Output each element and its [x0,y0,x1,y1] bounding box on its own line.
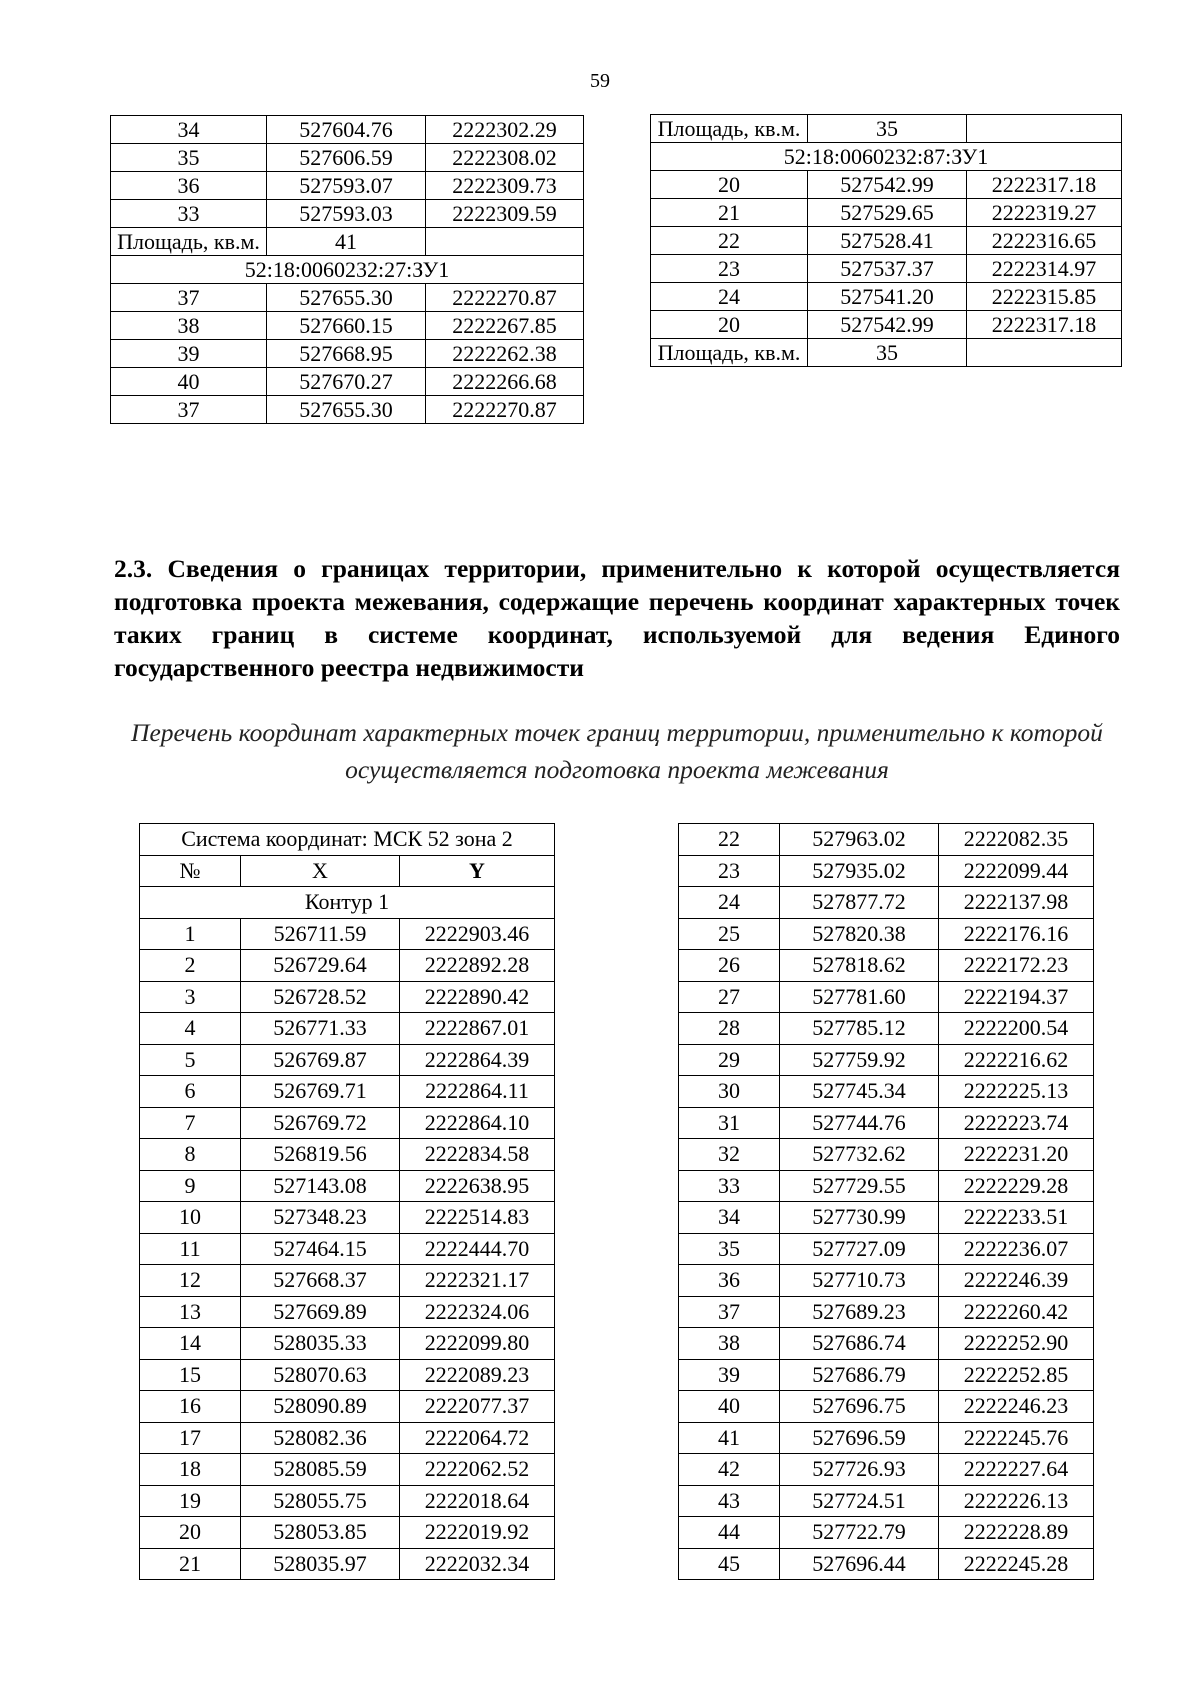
coord-y: 2222062.52 [400,1454,555,1486]
table-row [140,1044,555,1076]
coord-x: 527464.15 [241,1233,400,1265]
area-empty-cell [967,115,1122,143]
coord-y: 2222099.44 [939,855,1094,887]
point-number: 32 [679,1139,780,1171]
coord-y: 2222308.02 [426,144,584,172]
table-row [140,1170,555,1202]
area-value: 35 [808,339,967,367]
point-number: 23 [679,855,780,887]
point-number: 31 [679,1107,780,1139]
coord-y: 2222089.23 [400,1359,555,1391]
coord-y: 2222864.39 [400,1044,555,1076]
coord-x: 527745.34 [780,1076,939,1108]
column-header-y: Y [400,855,555,887]
coord-y: 2222176.16 [939,918,1094,950]
coord-y: 2222267.85 [426,312,584,340]
table-row [679,1517,1094,1549]
coord-y: 2222252.85 [939,1359,1094,1391]
coord-x: 527660.15 [267,312,426,340]
table-row [679,1548,1094,1580]
coord-y: 2222260.42 [939,1296,1094,1328]
coord-x: 527542.99 [808,311,967,339]
table-row [140,950,555,982]
point-number: 44 [679,1517,780,1549]
area-row [651,339,1122,367]
coord-y: 2222262.38 [426,340,584,368]
table-row [651,283,1122,311]
table-row [140,1359,555,1391]
point-number: 20 [651,171,808,199]
point-number: 20 [140,1517,241,1549]
coord-x: 527593.03 [267,200,426,228]
table-row [679,1422,1094,1454]
table-row [651,199,1122,227]
coord-y: 2222233.51 [939,1202,1094,1234]
point-number: 29 [679,1044,780,1076]
coord-y: 2222064.72 [400,1422,555,1454]
coord-y: 2222444.70 [400,1233,555,1265]
coord-x: 528090.89 [241,1391,400,1423]
coord-y: 2222226.13 [939,1485,1094,1517]
coord-y: 2222245.76 [939,1422,1094,1454]
point-number: 21 [651,199,808,227]
coord-y: 2222317.18 [967,311,1122,339]
point-number: 4 [140,1013,241,1045]
point-number: 9 [140,1170,241,1202]
coord-y: 2222315.85 [967,283,1122,311]
coord-y: 2222018.64 [400,1485,555,1517]
parcel-id: 52:18:0060232:27:ЗУ1 [111,256,584,284]
coord-x: 527820.38 [780,918,939,950]
coord-y: 2222270.87 [426,396,584,424]
table-row [111,312,584,340]
table-row [140,918,555,950]
table-row [679,1170,1094,1202]
table-row [651,171,1122,199]
point-number: 27 [679,981,780,1013]
top-left-rows-b [111,284,584,424]
coord-x: 527877.72 [780,887,939,919]
coord-x: 527348.23 [241,1202,400,1234]
point-number: 38 [111,312,267,340]
table-row [679,1296,1094,1328]
table-row [679,1265,1094,1297]
table-row [140,1296,555,1328]
coord-y: 2222077.37 [400,1391,555,1423]
coord-x: 527785.12 [780,1013,939,1045]
table-row [140,1013,555,1045]
coord-x: 527696.44 [780,1548,939,1580]
page-number: 59 [590,70,610,92]
coord-x: 527529.65 [808,199,967,227]
table-row [679,1454,1094,1486]
table-row [111,284,584,312]
coord-x: 527686.74 [780,1328,939,1360]
boundary-coordinates-table-left [139,823,555,1580]
table-row [140,1485,555,1517]
coord-y: 2222246.23 [939,1391,1094,1423]
coord-y: 2222216.62 [939,1044,1094,1076]
area-row [111,228,584,256]
area-empty-cell [426,228,584,256]
point-number: 38 [679,1328,780,1360]
table-row [111,396,584,424]
coord-x: 526771.33 [241,1013,400,1045]
coord-y: 2222302.29 [426,116,584,144]
table-row [140,1076,555,1108]
point-number: 16 [140,1391,241,1423]
top-left-rows-a [111,116,584,228]
table-row [651,227,1122,255]
column-header-number: № [140,855,241,887]
coord-x: 527710.73 [780,1265,939,1297]
coord-x: 527537.37 [808,255,967,283]
coord-x: 527696.59 [780,1422,939,1454]
coord-y: 2222223.74 [939,1107,1094,1139]
table-row [140,1233,555,1265]
point-number: 15 [140,1359,241,1391]
coord-x: 527696.75 [780,1391,939,1423]
table-row [140,1548,555,1580]
table-row [679,1013,1094,1045]
table-row [679,981,1094,1013]
coord-x: 527722.79 [780,1517,939,1549]
coord-y: 2222270.87 [426,284,584,312]
coord-x: 528055.75 [241,1485,400,1517]
table-row [679,824,1094,856]
table-row [140,1454,555,1486]
coord-x: 528070.63 [241,1359,400,1391]
point-number: 1 [140,918,241,950]
point-number: 25 [679,918,780,950]
point-number: 5 [140,1044,241,1076]
area-empty-cell [967,339,1122,367]
top-right-rows [651,171,1122,339]
point-number: 42 [679,1454,780,1486]
area-label: Площадь, кв.м. [651,339,808,367]
table-row [679,950,1094,982]
area-row [651,115,1122,143]
table-row [111,200,584,228]
point-number: 6 [140,1076,241,1108]
point-number: 37 [111,284,267,312]
parcel-row [651,143,1122,171]
parcel-row [111,256,584,284]
point-number: 35 [679,1233,780,1265]
point-number: 45 [679,1548,780,1580]
coord-x: 527606.59 [267,144,426,172]
table-row [111,340,584,368]
coord-x: 527689.23 [780,1296,939,1328]
table-row [111,144,584,172]
table-row [140,1202,555,1234]
parcel-id: 52:18:0060232:87:ЗУ1 [651,143,1122,171]
point-number: 21 [140,1548,241,1580]
coord-x: 526711.59 [241,918,400,950]
coord-y: 2222514.83 [400,1202,555,1234]
column-header-x: X [241,855,400,887]
table-row [679,1076,1094,1108]
point-number: 19 [140,1485,241,1517]
coord-y: 2222082.35 [939,824,1094,856]
coord-x: 527670.27 [267,368,426,396]
coord-x: 526769.71 [241,1076,400,1108]
area-value: 41 [267,228,426,256]
contour-row [140,887,555,919]
coord-y: 2222227.64 [939,1454,1094,1486]
table-row [140,1391,555,1423]
boundary-rows-right [679,824,1094,1580]
coord-y: 2222032.34 [400,1548,555,1580]
point-number: 37 [679,1296,780,1328]
point-number: 41 [679,1422,780,1454]
point-number: 20 [651,311,808,339]
coord-x: 527781.60 [780,981,939,1013]
coord-x: 527730.99 [780,1202,939,1234]
point-number: 36 [679,1265,780,1297]
point-number: 2 [140,950,241,982]
table-row [679,1233,1094,1265]
table-row [679,1328,1094,1360]
point-number: 22 [679,824,780,856]
boundary-coordinates-table-right [678,823,1094,1580]
point-number: 24 [651,283,808,311]
table-row [140,1265,555,1297]
point-number: 39 [679,1359,780,1391]
coord-y: 2222229.28 [939,1170,1094,1202]
point-number: 11 [140,1233,241,1265]
coord-y: 2222137.98 [939,887,1094,919]
point-number: 37 [111,396,267,424]
coord-y: 2222867.01 [400,1013,555,1045]
coord-x: 527724.51 [780,1485,939,1517]
area-value: 35 [808,115,967,143]
coord-x: 526769.72 [241,1107,400,1139]
coord-x: 527655.30 [267,284,426,312]
coord-y: 2222864.10 [400,1107,555,1139]
coord-x: 527935.02 [780,855,939,887]
header-row [140,855,555,887]
table-row [651,311,1122,339]
table-row [140,981,555,1013]
coord-y: 2222252.90 [939,1328,1094,1360]
point-number: 35 [111,144,267,172]
point-number: 39 [111,340,267,368]
table-row [140,1517,555,1549]
table-row [140,1107,555,1139]
coord-x: 527732.62 [780,1139,939,1171]
coord-y: 2222317.18 [967,171,1122,199]
coord-x: 527668.37 [241,1265,400,1297]
table-row [679,887,1094,919]
coord-x: 527744.76 [780,1107,939,1139]
point-number: 34 [111,116,267,144]
table-row [140,1139,555,1171]
coord-y: 2222266.68 [426,368,584,396]
coord-x: 527541.20 [808,283,967,311]
coord-y: 2222228.89 [939,1517,1094,1549]
table-row [679,1359,1094,1391]
table-row [679,1139,1094,1171]
coord-x: 527963.02 [780,824,939,856]
point-number: 14 [140,1328,241,1360]
point-number: 23 [651,255,808,283]
coord-y: 2222246.39 [939,1265,1094,1297]
point-number: 3 [140,981,241,1013]
point-number: 22 [651,227,808,255]
coord-y: 2222316.65 [967,227,1122,255]
coord-x: 527686.79 [780,1359,939,1391]
coord-x: 526819.56 [241,1139,400,1171]
coordinate-system-title: Система координат: МСК 52 зона 2 [140,824,555,856]
coord-x: 528053.85 [241,1517,400,1549]
coord-y: 2222245.28 [939,1548,1094,1580]
table-row [111,172,584,200]
table-row [651,255,1122,283]
coord-y: 2222200.54 [939,1013,1094,1045]
top-left-coordinates-table [110,115,584,424]
coord-y: 2222324.06 [400,1296,555,1328]
coord-x: 527143.08 [241,1170,400,1202]
area-label: Площадь, кв.м. [651,115,808,143]
point-number: 33 [679,1170,780,1202]
coord-x: 528085.59 [241,1454,400,1486]
coord-y: 2222319.27 [967,199,1122,227]
table-caption: Перечень координат характерных точек границ территории, применительно к которой осуществляется подготовка проекта межевания [131,718,1103,784]
point-number: 43 [679,1485,780,1517]
coord-y: 2222225.13 [939,1076,1094,1108]
point-number: 40 [111,368,267,396]
coord-y: 2222890.42 [400,981,555,1013]
coord-x: 527669.89 [241,1296,400,1328]
table-row [111,368,584,396]
boundary-rows-left [140,918,555,1580]
coord-y: 2222309.59 [426,200,584,228]
coord-x: 527528.41 [808,227,967,255]
coord-x: 527668.95 [267,340,426,368]
point-number: 12 [140,1265,241,1297]
coord-x: 527729.55 [780,1170,939,1202]
table-row [140,1328,555,1360]
table-row [140,1422,555,1454]
coord-x: 526728.52 [241,981,400,1013]
coord-y: 2222903.46 [400,918,555,950]
area-label: Площадь, кв.м. [111,228,267,256]
coord-y: 2222638.95 [400,1170,555,1202]
section-heading: 2.3. Сведения о границах территории, применительно к которой осуществляется подготовка проекта межевания, содержащие перечень координат характерных точек таких границ в системе координат, используемой для ведения Единого государственного реестра недвижимости [114,554,1120,682]
table-row [679,855,1094,887]
table-row [679,1202,1094,1234]
coord-x: 527726.93 [780,1454,939,1486]
coord-y: 2222314.97 [967,255,1122,283]
point-number: 7 [140,1107,241,1139]
table-row [679,1391,1094,1423]
coord-y: 2222309.73 [426,172,584,200]
coord-x: 528035.97 [241,1548,400,1580]
top-right-coordinates-table [650,114,1122,367]
coord-x: 526729.64 [241,950,400,982]
table-row [111,116,584,144]
coord-y: 2222194.37 [939,981,1094,1013]
point-number: 40 [679,1391,780,1423]
system-row [140,824,555,856]
table-row [679,918,1094,950]
point-number: 33 [111,200,267,228]
point-number: 34 [679,1202,780,1234]
coord-y: 2222321.17 [400,1265,555,1297]
coord-y: 2222231.20 [939,1139,1094,1171]
table-row [679,1107,1094,1139]
point-number: 10 [140,1202,241,1234]
point-number: 17 [140,1422,241,1454]
coord-x: 527593.07 [267,172,426,200]
point-number: 24 [679,887,780,919]
point-number: 30 [679,1076,780,1108]
point-number: 18 [140,1454,241,1486]
contour-label: Контур 1 [140,887,555,919]
table-row [679,1485,1094,1517]
point-number: 36 [111,172,267,200]
table-row [679,1044,1094,1076]
point-number: 8 [140,1139,241,1171]
coord-y: 2222019.92 [400,1517,555,1549]
coord-x: 528082.36 [241,1422,400,1454]
coord-x: 527655.30 [267,396,426,424]
coord-x: 527542.99 [808,171,967,199]
coord-y: 2222892.28 [400,950,555,982]
point-number: 28 [679,1013,780,1045]
coord-x: 527818.62 [780,950,939,982]
coord-y: 2222172.23 [939,950,1094,982]
coord-x: 527604.76 [267,116,426,144]
coord-y: 2222099.80 [400,1328,555,1360]
coord-y: 2222236.07 [939,1233,1094,1265]
coord-x: 526769.87 [241,1044,400,1076]
coord-y: 2222834.58 [400,1139,555,1171]
point-number: 26 [679,950,780,982]
point-number: 13 [140,1296,241,1328]
coord-x: 527759.92 [780,1044,939,1076]
coord-x: 528035.33 [241,1328,400,1360]
coord-y: 2222864.11 [400,1076,555,1108]
coord-x: 527727.09 [780,1233,939,1265]
